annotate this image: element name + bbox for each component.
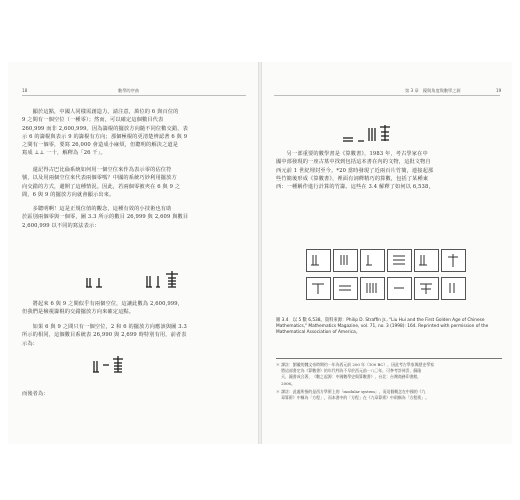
board-cell <box>441 277 466 300</box>
figure-caption: 圖 3.4 以 5 數 6,538。資料來源：Philip D. Straffin Jr., "Liu Hui and the First Golden Age of Chinese Mathematics," Mathematics Magazine, vol. 71, no. 3 (1998): 164. Reprinted with permission of the Mathematical Association of America。 <box>276 318 489 336</box>
left-page-number: 18 <box>22 88 28 93</box>
rod-numeral-26990 <box>92 355 136 373</box>
footnote-rule <box>276 358 502 359</box>
board-cell <box>333 249 358 272</box>
board-cell <box>306 277 331 300</box>
right-header-rule <box>274 95 500 96</box>
left-header-rule <box>22 95 246 96</box>
right-page-number: 19 <box>496 88 502 93</box>
board-cell <box>333 277 358 300</box>
board-cell <box>360 249 385 272</box>
right-running-title: 第 3 章 鏡與角度與數學之源 <box>405 88 461 93</box>
board-cell <box>414 249 439 272</box>
rod-numeral-26999 <box>85 274 125 288</box>
board-cell <box>306 249 331 272</box>
board-cell <box>441 249 466 272</box>
footnote-1: ＊ 譯註：劉徽的魏文帝時期約一年為西元前 200 年（100 BC），因此考古學家與歷史學家 將這部書定為《算數書》的年代判為不早於西元前一八〇年，可參考許倬雲，蘇隆 天，鐘書成合著，《數之起源：中國數學史與算數書》，台北：台灣商務印書館， 2006。 <box>276 362 434 386</box>
right-paragraph-1: 另一部重要的數學書是《算數書》，1983 年，考古學家在中 國中部發現的一座古墓中找到包括這本書在內的文物，這批文物自 西元前 1 世紀埋封至今。*20 當時發現了近兩百片竹簡，連接起那 些竹簡後形成《算數書》，裡面有詞釋精巧的算數，包括了某種東 西：一種稱作進行計算的竹籌。這些在 3.4 解釋了如何以 6,538， <box>276 151 434 191</box>
board-cell <box>414 277 439 300</box>
rod-numeral-2609 <box>145 270 189 288</box>
left-closing-line: 而後者為： <box>22 391 49 397</box>
left-running-title: 數學的序曲 <box>118 88 139 93</box>
left-paragraph-1: 顯於這點，中國人同樣需創造力，請注意，萬位的 6 與百位的 9 之間有一個空位（一種零）；然而，可以確定這個數目代表 260,999 而非 2,600,999。因為籌棍的擺放方向隨不同位數交錯，表 示 6 的籌棍與表示 9 的籌棍有方向；那個極棍的更清楚辨認著 6 與 9 之間有一個零，要寫 26,000 會造成小麻煩，但聰明的解決之道是 寫成 ⊥⊥ 一十，解釋為「26 千」。 <box>22 109 188 157</box>
figure-3-4-counting-board <box>306 249 464 313</box>
left-paragraph-2: 還記得古巴比倫系統如何用一個空位來作為表示零的佔位符 號，以及用兩個空位來代表兩個零嗎？中國的系統巧妙利用擺放方 向交錯的方式，避開了這種情況。因此，若兩個零被夾在 6 與 9 之 間，6 與 9 的擺放方向就會顯示出來。 <box>22 167 181 198</box>
footnote-2: ＊ 譯註：此處所指的是西方學術上的「modular system」，而這個概念在中國的《九 章算術》中稱為「方程」，而本書中的「方程」在《九章算術》中則稱為「方程術」。 <box>276 389 429 401</box>
board-cell <box>387 249 412 272</box>
left-paragraph-3: 多聰明啊！這是正規位值的觀念，這種有效的小技術也有助 於區別兩個零與一個零，圖 3.3 所示的數目 26,999 與 2,609 與數目 2,600,999 以不同的寫法表示： <box>22 206 189 229</box>
rod-numeral-right-top <box>342 124 392 142</box>
board-cell <box>360 277 385 300</box>
left-paragraph-5: 如果 6 與 9 之間只有一個空位，2 和 6 的擺放方向應該與圖 3.3 所示的相同，這個數目系統表 26,990 與 2,699 時特別有用，前者表 示為： <box>22 324 187 347</box>
left-paragraph-4: 將起來 6 與 9 之間似乎有兩個空位，這讓此數為 2,600,999， 但我們是檢視籌棍的交錯擺放方向來確定這點。 <box>22 301 184 316</box>
board-cell <box>387 277 412 300</box>
